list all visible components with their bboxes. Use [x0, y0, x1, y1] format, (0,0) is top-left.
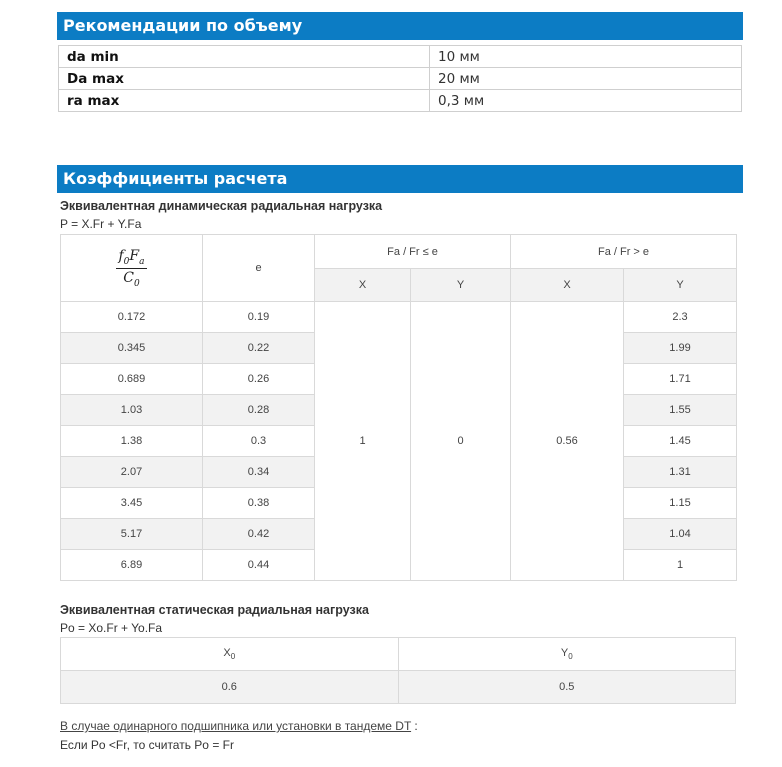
- group-header-le: Fa / Fr ≤ e: [315, 235, 511, 269]
- e-cell: 0.42: [203, 519, 315, 550]
- note-colon: :: [411, 719, 418, 733]
- param-name: Da max: [59, 68, 430, 90]
- y2-cell: 1.04: [624, 519, 737, 550]
- y1-header: Y: [411, 269, 511, 302]
- ratio-cell: 0.345: [61, 333, 203, 364]
- x0-value: 0.6: [61, 671, 399, 704]
- e-header: e: [203, 235, 315, 302]
- param-value: 10 мм: [430, 46, 742, 68]
- y2-cell: 1.45: [624, 426, 737, 457]
- table-row: [59, 90, 742, 112]
- e-cell: 0.26: [203, 364, 315, 395]
- tandem-note-link[interactable]: В случае одинарного подшипника или установки в тандеме DT: [60, 719, 412, 733]
- y2-cell: 1.15: [624, 488, 737, 519]
- group-header-gt: Fa / Fr > e: [511, 235, 737, 269]
- ratio-cell: 0.172: [61, 302, 203, 333]
- x1-value: 1: [315, 302, 411, 581]
- coefficients-section-header: Коэффициенты расчета: [57, 165, 743, 193]
- table-row: [61, 638, 736, 671]
- y0-value: 0.5: [398, 671, 736, 704]
- param-value: 0,3 мм: [430, 90, 742, 112]
- e-cell: 0.3: [203, 426, 315, 457]
- note-line: [60, 719, 418, 733]
- volume-section-header: Рекомендации по объему: [57, 12, 743, 40]
- static-coefficients-table: [60, 637, 736, 704]
- ratio-cell: 1.38: [61, 426, 203, 457]
- param-name: ra max: [59, 90, 430, 112]
- ratio-cell: 1.03: [61, 395, 203, 426]
- table-row: [59, 68, 742, 90]
- param-name: da min: [59, 46, 430, 68]
- e-cell: 0.28: [203, 395, 315, 426]
- y2-cell: 1.99: [624, 333, 737, 364]
- table-row: [59, 46, 742, 68]
- ratio-cell: 6.89: [61, 550, 203, 581]
- y2-cell: 2.3: [624, 302, 737, 333]
- table-row: [61, 671, 736, 704]
- note-text: Если Po <Fr, то считать Po = Fr: [60, 738, 234, 752]
- param-value: 20 мм: [430, 68, 742, 90]
- dynamic-coefficients-table: [60, 234, 737, 581]
- x2-value: 0.56: [511, 302, 624, 581]
- dynamic-load-title: Эквивалентная динамическая радиальная нагрузка: [60, 199, 383, 213]
- e-cell: 0.19: [203, 302, 315, 333]
- y2-header: Y: [624, 269, 737, 302]
- y2-cell: 1.31: [624, 457, 737, 488]
- x1-header: X: [315, 269, 411, 302]
- x2-header: X: [511, 269, 624, 302]
- ratio-header: [61, 235, 203, 302]
- e-cell: 0.22: [203, 333, 315, 364]
- dynamic-load-formula: P = X.Fr + Y.Fa: [60, 217, 142, 231]
- y2-cell: 1.71: [624, 364, 737, 395]
- e-cell: 0.38: [203, 488, 315, 519]
- ratio-cell: 5.17: [61, 519, 203, 550]
- static-load-title: Эквивалентная статическая радиальная нагрузка: [60, 603, 369, 617]
- y0-header: $Y_0$: [398, 638, 736, 671]
- ratio-formula: $\frac{f_0F_a}{C_0}$: [118, 247, 145, 289]
- e-cell: 0.34: [203, 457, 315, 488]
- y2-cell: 1: [624, 550, 737, 581]
- y2-cell: 1.55: [624, 395, 737, 426]
- ratio-cell: 2.07: [61, 457, 203, 488]
- ratio-cell: 3.45: [61, 488, 203, 519]
- ratio-cell: 0.689: [61, 364, 203, 395]
- volume-table: [58, 45, 742, 112]
- static-load-formula: Po = Xo.Fr + Yo.Fa: [60, 621, 163, 635]
- e-cell: 0.44: [203, 550, 315, 581]
- y1-value: 0: [411, 302, 511, 581]
- x0-header: $X_0$: [61, 638, 399, 671]
- table-row: [61, 302, 737, 333]
